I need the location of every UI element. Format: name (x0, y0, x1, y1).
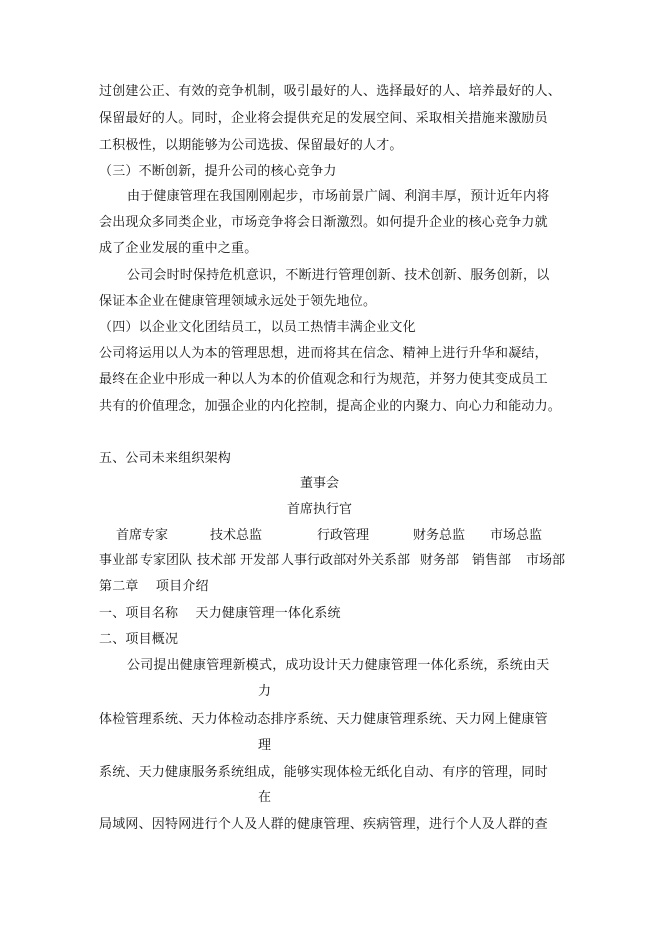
wrapped-char: 在 (258, 790, 272, 805)
text-line: 系统、天力健康服务系统组成，能够实现体检无纸化自动、有序的管理，同时 (99, 765, 548, 780)
text-line: 公司会时时保持危机意识，不断进行管理创新、技术创新、服务创新，以 (127, 268, 550, 283)
wrapped-char: 力 (258, 684, 272, 699)
org-node-level2: 行政管理 (317, 528, 370, 543)
text-line: 局域网、因特网进行个人及人群的健康管理、疾病管理，进行个人及人群的查 (99, 817, 548, 832)
text-line: 保证本企业在健康管理领域永远处于领先地位。 (99, 294, 377, 309)
org-node-level3: 对外关系部 (345, 553, 411, 568)
org-node-level3: 财务部 (420, 553, 460, 568)
section-heading: （三）不断创新，提升公司的核心竞争力 (99, 164, 337, 179)
org-node-level2: 财务总监 (413, 528, 466, 543)
text-line: 过创建公正、有效的竞争机制，吸引最好的人、选择最好的人、培养最好的人、 (99, 84, 562, 99)
text-line: 会出现众多同类企业，市场竞争将会日渐激烈。如何提升企业的核心竞争力就 (99, 215, 548, 230)
chapter-title: 第二章 项目介绍 (99, 579, 209, 594)
section-heading: 二、项目概况 (99, 632, 179, 647)
text-line: 共有的价值理念，加强企业的内化控制，提高企业的内聚力、向心力和能动力。 (99, 399, 562, 414)
text-line: 公司提出健康管理新模式，成功设计天力健康管理一体化系统，系统由天 (127, 658, 550, 673)
text-line: 工积极性，以期能够为公司选拔、保留最好的人才。 (99, 138, 403, 153)
org-node-level3: 开发部 (240, 553, 280, 568)
org-node-level3: 专家团队 (140, 553, 193, 568)
text-line: 由于健康管理在我国刚刚起步，市场前景广阔、利润丰厚，预计近年内将 (127, 189, 550, 204)
org-node-level2: 技术总监 (210, 528, 263, 543)
text-line: 成了企业发展的重中之重。 (99, 241, 258, 256)
text-line: 最终在企业中形成一种以人为本的价值观念和行为规范，并努力使其变成员工 (99, 372, 548, 387)
org-node-board: 董事会 (300, 476, 340, 491)
text-line: 保留最好的人。同时，企业将会提供充足的发展空间、采取相关措施来激励员 (99, 111, 548, 126)
org-node-level3: 市场部 (526, 553, 566, 568)
org-node-level3: 事业部 (99, 553, 139, 568)
org-node-level2: 市场总监 (490, 528, 543, 543)
org-node-level3: 销售部 (472, 553, 512, 568)
wrapped-char: 理 (258, 738, 272, 753)
section-heading: 五、公司未来组织架构 (99, 451, 232, 466)
text-line: 公司将运用以人为本的管理思想，进而将其在信念、精神上进行升华和凝结， (99, 346, 548, 361)
text-line: 体检管理系统、天力体检动态排序系统、天力健康管理系统、天力网上健康管 (99, 712, 548, 727)
org-node-level3: 人事行政部 (281, 553, 347, 568)
org-node-level3: 技术部 (197, 553, 237, 568)
section-heading: 一、项目名称 天力健康管理一体化系统 (99, 606, 341, 621)
org-node-ceo: 首席执行官 (287, 502, 353, 517)
section-heading: （四）以企业文化团结员工，以员工热情丰满企业文化 (99, 320, 416, 335)
org-node-level2: 首席专家 (116, 528, 169, 543)
